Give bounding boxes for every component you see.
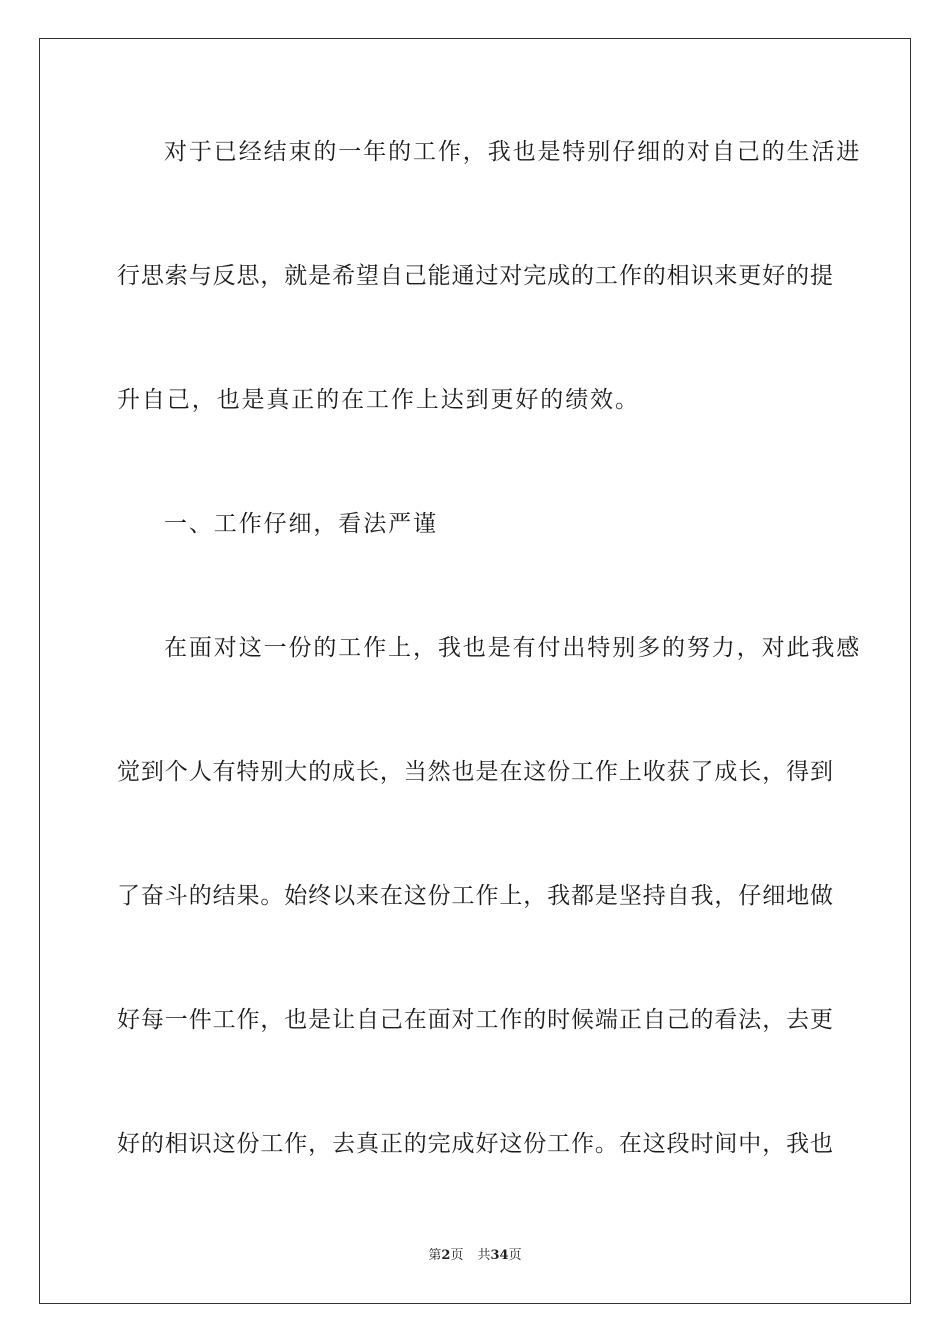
paragraph-2-line-4: 好每一件工作，也是让自己在面对工作的时候端正自己的看法，去更 <box>117 1007 833 1033</box>
paragraph-2-line-5: 好的相识这份工作，去真正的完成好这份工作。在这段时间中，我也 <box>117 1131 833 1157</box>
page-border <box>39 38 911 1304</box>
paragraph-1-line-1: 对于已经结束的一年的工作，我也是特别仔细的对自己的生活进 <box>164 139 862 165</box>
paragraph-2-line-3: 了奋斗的结果。始终以来在这份工作上，我都是坚持自我，仔细地做 <box>117 883 833 909</box>
paragraph-1-line-2: 行思索与反思，就是希望自己能通过对完成的工作的相识来更好的提 <box>117 263 833 289</box>
paragraph-1-line-3: 升自己，也是真正的在工作上达到更好的绩效。 <box>117 387 640 413</box>
section-heading: 一、工作仔细，看法严谨 <box>164 511 438 537</box>
footer-page-suffix: 页 <box>450 1248 464 1263</box>
footer-total-suffix: 页 <box>508 1248 522 1263</box>
footer-total-prefix: 共 <box>477 1248 491 1263</box>
paragraph-2-line-1: 在面对这一份的工作上，我也是有付出特别多的努力，对此我感 <box>164 635 862 661</box>
footer-page-number: 2 <box>441 1248 451 1263</box>
page-footer <box>0 1247 950 1265</box>
footer-total-pages: 34 <box>490 1248 509 1263</box>
footer-prefix: 第 <box>428 1248 442 1263</box>
paragraph-2-line-2: 觉到个人有特别大的成长，当然也是在这份工作上收获了成长，得到 <box>117 759 833 785</box>
